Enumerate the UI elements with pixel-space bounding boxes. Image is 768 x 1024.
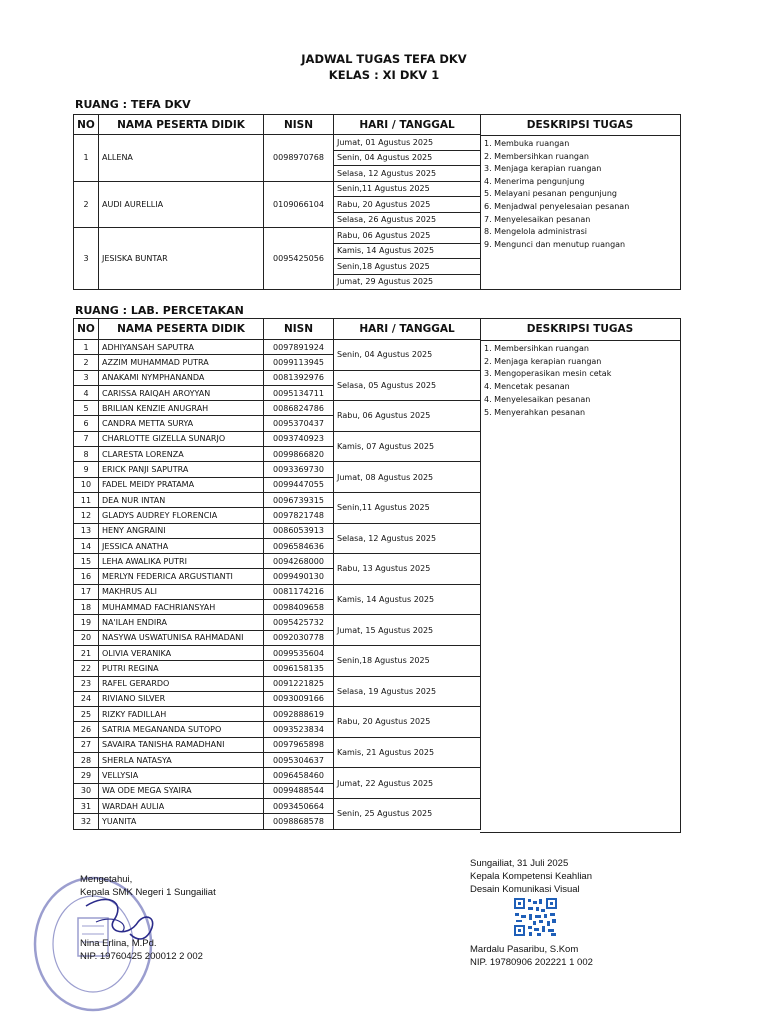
row-no: 31 [74, 798, 99, 813]
col-nisn: NISN [264, 319, 334, 340]
student-nisn: 0081174216 [264, 584, 334, 599]
student-nisn: 0095370437 [264, 416, 334, 431]
schedule-date: Jumat, 29 Agustus 2025 [334, 274, 481, 290]
student-name: NASYWA USWATUNISA RAHMADANI [99, 630, 264, 645]
student-name: RIVIANO SILVER [99, 691, 264, 706]
student-nisn: 0096584636 [264, 538, 334, 553]
student-nisn: 0095304637 [264, 753, 334, 768]
row-no: 18 [74, 600, 99, 615]
table-row [74, 768, 481, 783]
principal-name: Nina Erlina, M.Pd. [80, 938, 157, 949]
schedule-date: Senin, 25 Agustus 2025 [334, 798, 481, 829]
row-no: 20 [74, 630, 99, 645]
principal-role: Kepala SMK Negeri 1 Sungailiat [80, 887, 216, 898]
schedule-date: Rabu, 06 Agustus 2025 [334, 228, 481, 244]
row-no: 3 [74, 228, 99, 290]
table-row [74, 431, 481, 446]
col-name: NAMA PESERTA DIDIK [99, 115, 264, 135]
row-no: 8 [74, 447, 99, 462]
student-name: ALLENA [99, 135, 264, 182]
schedule-date: Rabu, 06 Agustus 2025 [334, 401, 481, 432]
qr-code-icon [513, 897, 558, 937]
task-item: 9. Mengunci dan menutup ruangan [484, 239, 626, 249]
student-name: YUANITA [99, 814, 264, 829]
table-row [74, 181, 481, 197]
task-item: 3. Menjaga kerapian ruangan [484, 164, 602, 174]
room2-label: RUANG : LAB. PERCETAKAN [75, 304, 244, 317]
student-name: WARDAH AULIA [99, 798, 264, 813]
row-no: 15 [74, 554, 99, 569]
student-name: HENY ANGRAINI [99, 523, 264, 538]
student-nisn: 0098409658 [264, 600, 334, 615]
schedule-date: Kamis, 07 Agustus 2025 [334, 431, 481, 462]
task-item: 1. Membersihkan ruangan [484, 344, 589, 353]
row-no: 1 [74, 135, 99, 182]
task-item: 6. Menjadwal penyelesaian pesanan [484, 201, 630, 211]
student-nisn: 0096458460 [264, 768, 334, 783]
row-no: 27 [74, 737, 99, 752]
row-no: 16 [74, 569, 99, 584]
row-no: 5 [74, 401, 99, 416]
left-signature [80, 873, 216, 963]
row-no: 13 [74, 523, 99, 538]
student-nisn: 0092888619 [264, 707, 334, 722]
room2-table [73, 318, 481, 830]
room1-task-list [480, 136, 680, 251]
student-name: GLADYS AUDREY FLORENCIA [99, 508, 264, 523]
student-name: BRILIAN KENZIE ANUGRAH [99, 401, 264, 416]
student-nisn: 0099535604 [264, 645, 334, 660]
schedule-date: Jumat, 22 Agustus 2025 [334, 768, 481, 799]
student-name: AUDI AURELLIA [99, 181, 264, 228]
head-role: Kepala Kompetensi Keahlian [470, 871, 593, 882]
table-row [74, 401, 481, 416]
student-name: MUHAMMAD FACHRIANSYAH [99, 600, 264, 615]
table-row [74, 554, 481, 569]
student-nisn: 0098970768 [264, 135, 334, 182]
table-row [74, 228, 481, 244]
student-name: SAVAIRA TANISHA RAMADHANI [99, 737, 264, 752]
table-row [74, 340, 481, 355]
student-name: LEHA AWALIKA PUTRI [99, 554, 264, 569]
place-date: Sungailiat, 31 Juli 2025 [470, 858, 569, 869]
student-nisn: 0097821748 [264, 508, 334, 523]
row-no: 30 [74, 783, 99, 798]
student-nisn: 0097891924 [264, 340, 334, 355]
row-no: 2 [74, 181, 99, 228]
principal-nip: NIP. 19760425 200012 2 002 [80, 951, 203, 962]
room1-label: RUANG : TEFA DKV [75, 98, 191, 111]
schedule-date: Senin, 04 Agustus 2025 [334, 340, 481, 371]
row-no: 32 [74, 814, 99, 829]
student-nisn: 0096158135 [264, 661, 334, 676]
row-no: 6 [74, 416, 99, 431]
row-no: 25 [74, 707, 99, 722]
document-title: JADWAL TUGAS TEFA DKV [301, 52, 467, 66]
student-name: JESISKA BUNTAR [99, 228, 264, 290]
table-row [74, 798, 481, 813]
head-nip: NIP. 19780906 202221 1 002 [470, 957, 593, 968]
student-nisn: 0093369730 [264, 462, 334, 477]
room1-table [73, 114, 481, 290]
task-item: 4. Mencetak pesanan [484, 382, 570, 392]
student-name: ERICK PANJI SAPUTRA [99, 462, 264, 477]
schedule-date: Senin,11 Agustus 2025 [334, 181, 481, 197]
row-no: 29 [74, 768, 99, 783]
task-item: 2. Menjaga kerapian ruangan [484, 356, 602, 366]
schedule-date: Kamis, 14 Agustus 2025 [334, 584, 481, 615]
table-row [74, 645, 481, 660]
student-nisn: 0081392976 [264, 370, 334, 385]
col-nisn: NISN [264, 115, 334, 135]
room2-task-box [480, 318, 681, 833]
schedule-date: Senin, 04 Agustus 2025 [334, 150, 481, 166]
schedule-date: Rabu, 20 Agustus 2025 [334, 197, 481, 213]
task-item: 4. Menerima pengunjung [484, 176, 585, 186]
task-item: 2. Membersihkan ruangan [484, 151, 589, 161]
student-nisn: 0095134711 [264, 385, 334, 400]
student-nisn: 0093450664 [264, 798, 334, 813]
schedule-date: Jumat, 15 Agustus 2025 [334, 615, 481, 646]
student-name: PUTRI REGINA [99, 661, 264, 676]
student-nisn: 0099490130 [264, 569, 334, 584]
table-row [74, 523, 481, 538]
schedule-date: Jumat, 01 Agustus 2025 [334, 135, 481, 151]
task-item: 1. Membuka ruangan [484, 139, 570, 148]
task-item: 5. Menyerahkan pesanan [484, 407, 586, 417]
student-nisn: 0093740923 [264, 431, 334, 446]
table-row [74, 615, 481, 630]
student-nisn: 0092030778 [264, 630, 334, 645]
student-name: MAKHRUS ALI [99, 584, 264, 599]
task-item: 5. Melayani pesanan pengunjung [484, 189, 617, 199]
schedule-date: Rabu, 13 Agustus 2025 [334, 554, 481, 585]
row-no: 3 [74, 370, 99, 385]
student-name: NA'ILAH ENDIRA [99, 615, 264, 630]
schedule-date: Jumat, 08 Agustus 2025 [334, 462, 481, 493]
row-no: 9 [74, 462, 99, 477]
student-nisn: 0094268000 [264, 554, 334, 569]
task-item: 8. Mengelola administrasi [484, 227, 588, 237]
table-row [74, 462, 481, 477]
student-nisn: 0099866820 [264, 447, 334, 462]
student-name: RAFEL GERARDO [99, 676, 264, 691]
row-no: 11 [74, 492, 99, 507]
schedule-date: Rabu, 20 Agustus 2025 [334, 707, 481, 738]
student-nisn: 0086824786 [264, 401, 334, 416]
student-name: CLARESTA LORENZA [99, 447, 264, 462]
student-nisn: 0099447055 [264, 477, 334, 492]
student-name: WA ODE MEGA SYAIRA [99, 783, 264, 798]
row-no: 21 [74, 645, 99, 660]
student-name: SHERLA NATASYA [99, 753, 264, 768]
student-nisn: 0109066104 [264, 181, 334, 228]
student-nisn: 0097965898 [264, 737, 334, 752]
student-name: ANAKAMI NYMPHANANDA [99, 370, 264, 385]
table-row [74, 492, 481, 507]
student-name: VELLYSIA [99, 768, 264, 783]
student-name: FADEL MEIDY PRATAMA [99, 477, 264, 492]
col-name: NAMA PESERTA DIDIK [99, 319, 264, 340]
room2-task-header: DESKRIPSI TUGAS [480, 319, 680, 341]
row-no: 24 [74, 691, 99, 706]
table-row [74, 584, 481, 599]
student-nisn: 0093523834 [264, 722, 334, 737]
schedule-date: Senin,18 Agustus 2025 [334, 259, 481, 275]
head-name: Mardalu Pasaribu, S.Kom [470, 944, 579, 955]
schedule-date: Senin,11 Agustus 2025 [334, 492, 481, 523]
row-no: 14 [74, 538, 99, 553]
table-row [74, 676, 481, 691]
col-no: NO [74, 115, 99, 135]
row-no: 12 [74, 508, 99, 523]
table-row [74, 370, 481, 385]
student-nisn: 0086053913 [264, 523, 334, 538]
schedule-date: Senin,18 Agustus 2025 [334, 645, 481, 676]
task-item: 7. Menyelesaikan pesanan [484, 214, 591, 224]
row-no: 23 [74, 676, 99, 691]
student-name: SATRIA MEGANANDA SUTOPO [99, 722, 264, 737]
student-nisn: 0095425056 [264, 228, 334, 290]
student-name: DEA NUR INTAN [99, 492, 264, 507]
student-nisn: 0093009166 [264, 691, 334, 706]
schedule-date: Selasa, 05 Agustus 2025 [334, 370, 481, 401]
student-nisn: 0099488544 [264, 783, 334, 798]
col-date: HARI / TANGGAL [334, 115, 481, 135]
task-item: 4. Menyelesaikan pesanan [484, 394, 591, 404]
schedule-date: Selasa, 12 Agustus 2025 [334, 523, 481, 554]
student-nisn: 0096739315 [264, 492, 334, 507]
schedule-date: Kamis, 21 Agustus 2025 [334, 737, 481, 768]
row-no: 4 [74, 385, 99, 400]
schedule-date: Selasa, 19 Agustus 2025 [334, 676, 481, 707]
room2-task-list [480, 341, 680, 419]
table-row [74, 135, 481, 151]
student-name: AZZIM MUHAMMAD PUTRA [99, 355, 264, 370]
acknowledged-label: Mengetahui, [80, 874, 133, 885]
room1-task-header: DESKRIPSI TUGAS [480, 115, 680, 136]
row-no: 22 [74, 661, 99, 676]
table-row [74, 707, 481, 722]
student-name: OLIVIA VERANIKA [99, 645, 264, 660]
student-nisn: 0098868578 [264, 814, 334, 829]
schedule-date: Selasa, 12 Agustus 2025 [334, 166, 481, 182]
student-name: MERLYN FEDERICA ARGUSTIANTI [99, 569, 264, 584]
head-department: Desain Komunikasi Visual [470, 884, 580, 895]
task-item: 3. Mengoperasikan mesin cetak [484, 369, 612, 379]
row-no: 28 [74, 753, 99, 768]
student-name: RIZKY FADILLAH [99, 707, 264, 722]
row-no: 19 [74, 615, 99, 630]
table-row [74, 737, 481, 752]
col-no: NO [74, 319, 99, 340]
student-nisn: 0099113945 [264, 355, 334, 370]
student-name: CANDRA METTA SURYA [99, 416, 264, 431]
room1-task-box [480, 114, 681, 290]
student-name: JESSICA ANATHA [99, 538, 264, 553]
student-name: CARISSA RAIQAH AROYYAN [99, 385, 264, 400]
student-name: ADHIYANSAH SAPUTRA [99, 340, 264, 355]
schedule-date: Kamis, 14 Agustus 2025 [334, 243, 481, 259]
row-no: 17 [74, 584, 99, 599]
student-name: CHARLOTTE GIZELLA SUNARJO [99, 431, 264, 446]
row-no: 26 [74, 722, 99, 737]
schedule-date: Selasa, 26 Agustus 2025 [334, 212, 481, 228]
row-no: 7 [74, 431, 99, 446]
row-no: 1 [74, 340, 99, 355]
row-no: 10 [74, 477, 99, 492]
student-nisn: 0095425732 [264, 615, 334, 630]
student-nisn: 0091221825 [264, 676, 334, 691]
row-no: 2 [74, 355, 99, 370]
col-date: HARI / TANGGAL [334, 319, 481, 340]
document-subtitle: KELAS : XI DKV 1 [328, 68, 440, 82]
